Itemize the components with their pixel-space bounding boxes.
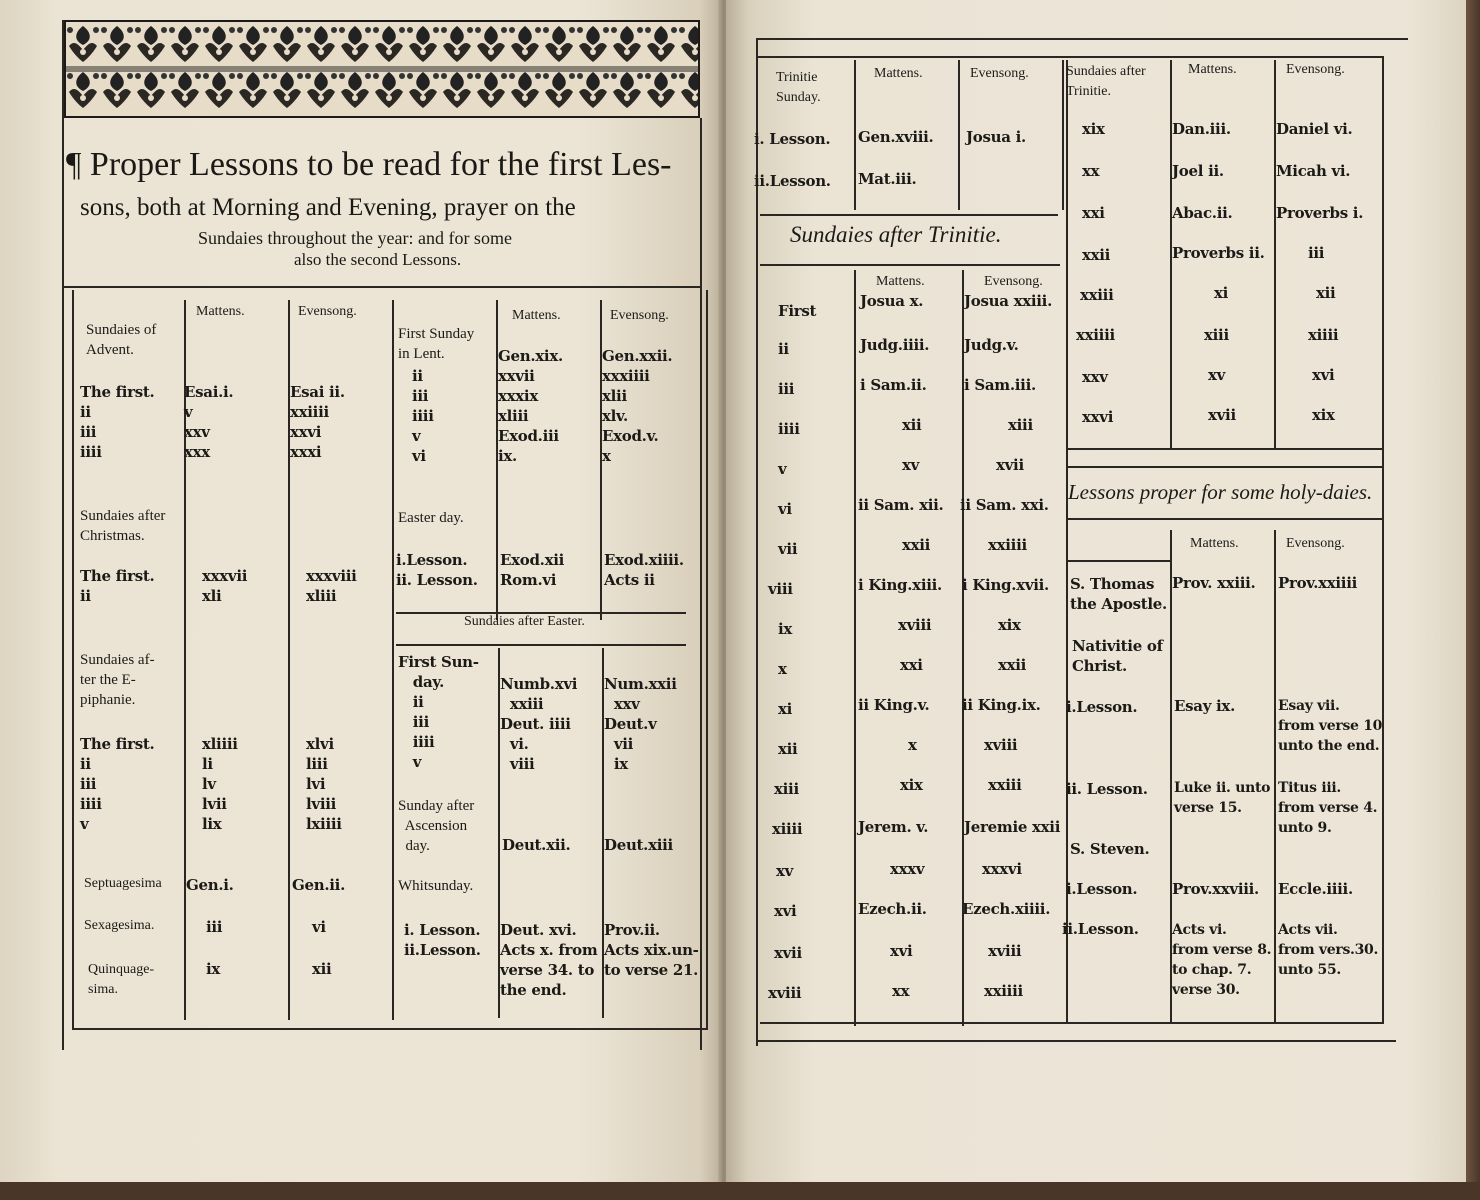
section-rule [1066,448,1384,450]
quinquagesima-mattens: ix [206,960,221,978]
nat-row-name: i.Lesson. [1066,698,1138,716]
mid-header-mattens: Mattens. [876,274,925,289]
header-mattens: Mattens. [874,66,923,81]
later-sunday-name: xxi [1082,204,1105,222]
trinity-sunday-name: xiii [774,780,799,798]
section-rule [760,214,1058,216]
trinity-sunday-evensong: xxxvi [982,860,1022,878]
trinity-sunday-evensong: xiii [1008,416,1033,434]
lent-names: ii iii iiii v vi [412,367,434,465]
later-sunday-evensong: xii [1316,284,1336,302]
trinitie-row-evensong: Josua i. [966,128,1026,146]
epiphanie-names: The first. ii iii iiii v [80,735,155,833]
holy-header-mattens: Mattens. [1190,536,1239,551]
trinity-sunday-name: xv [776,862,794,880]
easter-label: Easter day. [398,510,464,526]
trinity-sunday-name: vi [778,500,792,518]
bottom-rule [756,1040,1396,1042]
advent-evensong: Esai ii. xxiiii xxvi xxxi [290,383,345,461]
later-sunday-evensong: Daniel vi. [1276,120,1353,138]
book-bottom-edge [0,1182,1480,1200]
whitsunday-mattens: Deut. xvi. Acts x. from verse 34. to the end. [500,921,598,999]
quinquagesima-label: Quinquage- sima. [88,962,155,997]
col-divider [854,60,856,210]
table-right-edge [706,290,708,1030]
col-divider [1062,60,1064,210]
later-sunday-name: xix [1082,120,1105,138]
trinity-sunday-mattens: xviii [898,616,932,634]
trinity-sunday-mattens: xxii [902,536,931,554]
steven-row-evensong: Eccle.iiii. [1278,880,1353,898]
later-sunday-mattens: Dan.iii. [1172,120,1231,138]
later-sunday-mattens: xvii [1208,406,1236,424]
later-sunday-mattens: Joel ii. [1172,162,1224,180]
trinity-sunday-mattens: xv [902,456,920,474]
trinity-sunday-evensong: Ezech.xiiii. [962,900,1051,918]
col-divider [1274,60,1276,450]
nat-row-evensong: Esay vii. from verse 10 unto the end. [1278,698,1383,754]
ascension-mattens: Deut.xii. [502,836,571,854]
ascension-evensong: Deut.xiii [604,836,673,854]
header-after-trinitie: Sundaies after Trinitie. [1066,64,1146,99]
later-sunday-name: xxiiii [1076,326,1115,344]
trinity-sunday-evensong: Jeremie xxii [964,818,1061,836]
after-easter-heading: Sundaies after Easter. [464,614,585,629]
trinity-sunday-evensong: xix [998,616,1021,634]
col-divider [392,300,394,1020]
left-page [0,0,722,1182]
epiphanie-evensong: xlvi liii lvi lviii lxiiii [306,735,342,833]
trinity-sunday-name: xi [778,700,793,718]
quinquagesima-evensong: xii [312,960,332,978]
trinitie-row-mattens: Gen.xviii. [858,128,934,146]
later-sunday-evensong: xix [1312,406,1335,424]
holy-header-evensong: Evensong. [1286,536,1345,551]
trinity-sunday-mattens: Jerem. v. [858,818,929,836]
trinitie-row-name: i. Lesson. [754,130,831,148]
trinity-sunday-name: ii [778,340,789,358]
trinity-sunday-mattens: i King.xiii. [858,576,942,594]
trinity-sunday-name: First [778,302,817,320]
thomas-mattens: Prov. xxiii. [1172,574,1256,592]
whitsunday-label: Whitsunday. [398,878,474,894]
table-left-edge [72,290,74,1030]
later-sunday-mattens: Abac.ii. [1172,204,1233,222]
trinity-sunday-mattens: xix [900,776,923,794]
col-divider [1274,530,1276,1022]
title-line-1: ¶ Proper Lessons to be read for the first Les- [66,146,672,183]
trinity-sunday-evensong: xxiii [988,776,1022,794]
epiphanie-label: Sundaies af- ter the E- piphanie. [80,652,155,708]
later-sunday-name: xx [1082,162,1100,180]
after-trinitie-heading: Sundaies after Trinitie. [790,222,1002,247]
later-sunday-evensong: Proverbs i. [1276,204,1364,222]
whitsunday-names: i. Lesson. ii.Lesson. [404,921,481,959]
trinity-sunday-name: xii [778,740,798,758]
trinity-sunday-evensong: Josua xxiii. [964,292,1052,310]
header-evensong: Evensong. [298,304,357,319]
header-mattens-2: Mattens. [512,308,561,323]
lent-label: First Sunday in Lent. [398,326,475,362]
header-mattens-2: Mattens. [1188,62,1237,77]
thomas-name: S. Thomas the Apostle. [1070,575,1167,613]
septuagesima-evensong: Gen.ii. [292,876,346,894]
trinity-sunday-name: viii [768,580,793,598]
section-rule [1066,560,1170,562]
christmas-evensong: xxxviii xliii [306,567,357,605]
lent-mattens: Gen.xix. xxvii xxxix xliii Exod.iii ix. [498,347,563,465]
title-line-4: also the second Lessons. [294,250,462,269]
trinity-sunday-mattens: Ezech.ii. [858,900,927,918]
left-border [62,20,64,1050]
trinity-sunday-name: v [778,460,787,478]
christmas-names: The first. ii [80,567,155,605]
trinitie-row-mattens: Mat.iii. [858,170,917,188]
trinity-sunday-evensong: ii Sam. xxi. [960,496,1049,514]
trinity-sunday-evensong: xxii [998,656,1027,674]
later-sunday-mattens: xiii [1204,326,1229,344]
header-mattens: Mattens. [196,304,245,319]
septuagesima-mattens: Gen.i. [186,876,234,894]
top-rule [756,38,1408,40]
section-rule [760,264,1060,266]
header-evensong-2: Evensong. [610,308,669,323]
christmas-label: Sundaies after Christmas. [80,508,166,544]
trinity-sunday-name: xvii [774,944,802,962]
later-sunday-evensong: xiiii [1308,326,1339,344]
steven-row-mattens: Acts vi. from verse 8. to chap. 7. verse 30. [1172,922,1272,998]
nat-row-evensong: Titus iii. from verse 4. unto 9. [1278,780,1378,836]
section-rule [1066,518,1384,520]
steven-row-name: i.Lesson. [1066,880,1138,898]
trinity-sunday-name: iii [778,380,795,398]
sexagesima-mattens: iii [206,918,223,936]
trinitie-row-name: ii.Lesson. [754,172,831,190]
header-evensong: Evensong. [970,66,1029,81]
right-border [700,118,702,1050]
later-sunday-mattens: Proverbs ii. [1172,244,1265,262]
nat-row-name: ii. Lesson. [1066,780,1148,798]
trinity-sunday-name: xvi [774,902,797,920]
right-page [726,0,1466,1182]
trinity-sunday-evensong: xviii [984,736,1018,754]
trinity-sunday-mattens: xxxv [890,860,925,878]
later-sunday-name: xxii [1082,246,1111,264]
trinity-sunday-mattens: xx [892,982,910,1000]
title-line-2: sons, both at Morning and Evening, prayer on the [80,194,576,221]
trinity-sunday-mattens: xxi [900,656,923,674]
after-easter-evensong: Num.xxii xxv Deut.v vii ix [604,675,677,773]
trinity-sunday-evensong: ii King.ix. [962,696,1041,714]
steven-name: S. Steven. [1070,840,1150,858]
trinity-sunday-evensong: xxiiii [988,536,1027,554]
trinity-sunday-evensong: xxiiii [984,982,1023,1000]
later-sunday-mattens: xv [1208,366,1226,384]
steven-row-name: ii.Lesson. [1062,920,1139,938]
trinity-sunday-mattens: ii King.v. [858,696,930,714]
trinity-sunday-name: iiii [778,420,800,438]
easter-mattens: Exod.xii Rom.vi [500,551,565,589]
header-trinitie: Trinitie Sunday. [776,70,821,105]
easter-evensong: Exod.xiiii. Acts ii [604,551,684,589]
later-sunday-evensong: iii [1308,244,1325,262]
col-divider [958,60,960,210]
header-evensong-2: Evensong. [1286,62,1345,77]
right-page-right-edge [1382,56,1384,1024]
nativitie-name: Nativitie of Christ. [1072,637,1163,675]
easter-names: i.Lesson. ii. Lesson. [396,551,478,589]
col-divider [1066,60,1068,450]
after-easter-mattens: Numb.xvi xxiii Deut. iiii vi. viii [500,675,578,773]
right-page-left-edge [756,40,758,1046]
trinity-sunday-mattens: ii Sam. xii. [858,496,944,514]
trinity-sunday-name: x [778,660,787,678]
lent-evensong: Gen.xxii. xxxiiii xlii xlv. Exod.v. x [602,347,673,465]
trinity-sunday-name: ix [778,620,793,638]
after-easter-names: First Sun- day. ii iii iiii v [398,653,479,771]
advent-names: The first. ii iii iiii [80,383,155,461]
ascension-label: Sunday after Ascension day. [398,798,475,854]
mid-header-evensong: Evensong. [984,274,1043,289]
trinity-sunday-mattens: xii [902,416,922,434]
trinity-sunday-name: vii [778,540,798,558]
table-bottom [72,1028,708,1030]
trinity-sunday-name: xviii [768,984,802,1002]
epiphanie-mattens: xliiii li lv lvii lix [202,735,238,833]
steven-row-mattens: Prov.xxviii. [1172,880,1259,898]
trinity-sunday-evensong: xvii [996,456,1024,474]
septuagesima-label: Septuagesima [84,876,162,891]
title-line-3: Sundaies throughout the year: and for some [198,228,512,248]
later-sunday-mattens: xi [1214,284,1229,302]
steven-row-evensong: Acts vii. from vers.30. unto 55. [1278,922,1379,978]
title-rule [62,286,702,288]
trinity-sunday-mattens: x [908,736,917,754]
col-divider [854,270,856,1026]
trinity-sunday-evensong: xviii [988,942,1022,960]
easter-rule [396,644,686,646]
advent-mattens: Esai.i. v xxv xxx [184,383,234,461]
trinity-sunday-mattens: Josua x. [860,292,924,310]
later-sunday-evensong: xvi [1312,366,1335,384]
thomas-evensong: Prov.xxiiii [1278,574,1357,592]
later-sunday-evensong: Micah vi. [1276,162,1351,180]
section-rule [1066,466,1384,468]
advent-label: Sundaies of Advent. [86,322,157,358]
trinity-sunday-mattens: i Sam.ii. [860,376,927,394]
later-sunday-name: xxiii [1080,286,1114,304]
nat-row-mattens: Luke ii. unto verse 15. [1174,780,1271,816]
holydays-heading: Lessons proper for some holy-daies. [1068,480,1373,504]
trinity-sunday-name: xiiii [772,820,803,838]
trinity-sunday-mattens: xvi [890,942,913,960]
ornament-icon [66,22,698,116]
trinity-sunday-evensong: Judg.v. [964,336,1019,354]
christmas-mattens: xxxvii xli [202,567,248,605]
ornament-band [64,20,700,118]
header-rule [756,56,1382,58]
whitsunday-evensong: Prov.ii. Acts xix.un- to verse 21. [604,921,699,979]
nat-row-mattens: Esay ix. [1174,697,1235,715]
trinity-sunday-evensong: i Sam.iii. [964,376,1036,394]
later-sunday-name: xxv [1082,368,1108,386]
sexagesima-label: Sexagesima. [84,918,155,933]
book-cover-edge [1466,0,1480,1200]
trinity-sunday-mattens: Judg.iiii. [860,336,930,354]
trinity-sunday-evensong: i King.xvii. [962,576,1049,594]
sexagesima-evensong: vi [312,918,326,936]
later-sunday-name: xxvi [1082,408,1114,426]
